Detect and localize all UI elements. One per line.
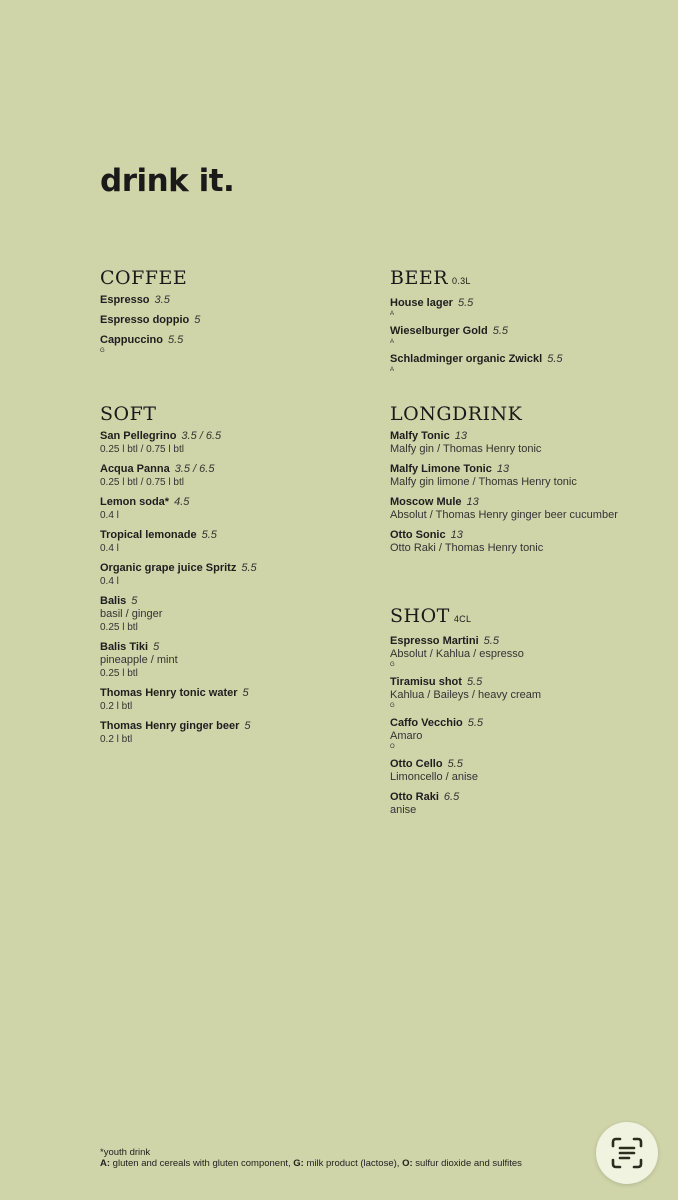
menu-item-price: 5 [153, 641, 160, 653]
menu-item-description: basil / ginger [100, 608, 163, 620]
section-title-text: SOFT [100, 403, 157, 425]
menu-item [390, 529, 660, 555]
menu-item-line [390, 430, 660, 443]
menu-item [390, 353, 660, 374]
menu-item-description: Malfy gin limone / Thomas Henry tonic [390, 476, 577, 488]
menu-item-name: Balis [100, 595, 127, 607]
allergen-key-o: O: [402, 1158, 413, 1169]
allergen-key-g: G: [293, 1158, 304, 1169]
menu-item-name: Espresso Martini [390, 635, 479, 647]
menu-item-line [390, 353, 660, 366]
section-beer [390, 266, 660, 381]
menu-item [100, 430, 350, 456]
menu-item-price: 5.5 [492, 325, 508, 337]
menu-item-size: 0.25 l btl [100, 622, 138, 633]
section-soft [100, 402, 350, 753]
section-title-text: BEER [390, 267, 449, 289]
menu-item-price: 3.5 [154, 294, 170, 306]
menu-item [390, 758, 660, 784]
menu-item-price: 5.5 [483, 635, 499, 647]
menu-item-price: 5.5 [167, 334, 184, 346]
menu-item-description: Malfy gin / Thomas Henry tonic [390, 443, 542, 455]
menu-item-price: 5 [131, 595, 138, 607]
menu-item-description: Absolut / Kahlua / espresso [390, 648, 524, 660]
menu-item-price: 13 [450, 529, 463, 541]
menu-item-name: Thomas Henry ginger beer [100, 720, 240, 732]
menu-item-allergen: A [390, 339, 395, 345]
menu-item-line [100, 595, 350, 608]
menu-item [100, 687, 350, 713]
menu-item-price: 5 [194, 314, 201, 326]
menu-item-name: Malfy Tonic [390, 430, 450, 442]
menu-item-allergen: A [390, 367, 395, 373]
menu-item-allergen: O [390, 744, 395, 750]
menu-item-name: Espresso doppio [100, 314, 190, 326]
menu-item-allergen: A [390, 311, 395, 317]
menu-item-name: Thomas Henry tonic water [100, 687, 238, 699]
menu-item-line [100, 294, 350, 307]
menu-item-line [100, 562, 350, 575]
menu-item-size: 0.2 l btl [100, 701, 133, 712]
text-scan-icon [610, 1136, 644, 1170]
menu-item-line [100, 720, 350, 733]
section-title-text: SHOT [390, 605, 450, 627]
menu-item-line [390, 496, 660, 509]
menu-item-allergen: G [390, 703, 395, 709]
allergen-text-a: gluten and cereals with gluten component, [110, 1158, 294, 1169]
allergen-footer [100, 1147, 522, 1169]
menu-item-price: 5.5 [466, 676, 483, 688]
menu-item-price: 13 [496, 463, 510, 475]
menu-item-name: Organic grape juice Spritz [100, 562, 237, 574]
menu-item-description: Limoncello / anise [390, 771, 479, 783]
menu-item-price: 5.5 [447, 758, 463, 770]
menu-item-line [100, 641, 350, 654]
menu-item [100, 720, 350, 746]
menu-item-line [390, 758, 660, 771]
menu-item-name: San Pellegrino [100, 430, 177, 442]
menu-item-description: pineapple / mint [100, 654, 178, 666]
menu-item-price: 5 [242, 687, 249, 699]
menu-item-line [390, 463, 660, 476]
section-title [390, 266, 660, 293]
menu-item-line [100, 463, 350, 476]
menu-item [390, 496, 660, 522]
menu-item [100, 294, 350, 307]
menu-item-description: anise [390, 804, 417, 816]
menu-item-description: Absolut / Thomas Henry ginger beer cucumber [390, 509, 618, 521]
allergen-key-a: A: [100, 1158, 111, 1169]
menu-item-line [390, 297, 660, 310]
menu-item-name: Balis Tiki [100, 641, 149, 653]
menu-item [390, 717, 660, 751]
menu-item-line [390, 791, 660, 804]
menu-item-name: Tropical lemonade [100, 529, 197, 541]
menu-item-description: Amaro [390, 730, 423, 742]
section-title [390, 604, 660, 631]
menu-item [100, 463, 350, 489]
menu-item-description: Otto Raki / Thomas Henry tonic [390, 542, 544, 554]
menu-item-name: Otto Cello [390, 758, 443, 770]
section-longdrink [390, 402, 660, 562]
section-unit: 4CL [453, 614, 472, 624]
menu-item-allergen: G [100, 348, 105, 354]
section-title [100, 402, 350, 426]
allergen-legend [100, 1158, 522, 1169]
page-title: drink it. [100, 163, 235, 199]
menu-item [390, 635, 660, 669]
menu-item-size: 0.25 l btl / 0.75 l btl [100, 444, 184, 455]
menu-item-price: 5.5 [201, 529, 217, 541]
menu-item-line [390, 529, 660, 542]
allergen-text-g: milk product (lactose), [303, 1158, 403, 1169]
menu-item-price: 13 [466, 496, 479, 508]
section-title-text: COFFEE [100, 267, 188, 289]
menu-item-name: Otto Raki [390, 791, 439, 803]
menu-item-name: Moscow Mule [390, 496, 462, 508]
menu-item-name: House lager [390, 297, 453, 309]
menu-item [100, 496, 350, 522]
section-shot [390, 604, 660, 824]
menu-item-line [100, 430, 350, 443]
section-coffee [100, 266, 350, 362]
allergen-text-o: sulfur dioxide and sulfites [412, 1158, 522, 1169]
menu-item [390, 463, 660, 489]
text-scan-button[interactable] [596, 1122, 658, 1184]
menu-item-line [100, 314, 350, 327]
menu-item [100, 529, 350, 555]
menu-item-line [390, 325, 660, 338]
menu-item [100, 595, 350, 634]
menu-item-line [100, 334, 350, 347]
menu-item-line [390, 635, 660, 648]
menu-item-line [100, 687, 350, 700]
menu-item-size: 0.4 l [100, 510, 119, 521]
section-unit: 0.3L [452, 276, 471, 286]
menu-item-price: 13 [454, 430, 467, 442]
menu-item-line [390, 676, 660, 689]
section-title [390, 402, 660, 426]
menu-item-name: Schladminger organic Zwickl [390, 353, 543, 365]
menu-item-line [100, 529, 350, 542]
menu-item [100, 314, 350, 327]
menu-item [390, 297, 660, 318]
menu-item-price: 3.5 / 6.5 [174, 463, 215, 475]
menu-item-size: 0.2 l btl [100, 734, 133, 745]
menu-item-name: Acqua Panna [100, 463, 170, 475]
menu-item-price: 5.5 [457, 297, 474, 309]
youth-drink-note: *youth drink [100, 1147, 151, 1158]
menu-item [100, 562, 350, 588]
section-title-text: LONGDRINK [390, 403, 523, 425]
menu-item-name: Espresso [100, 294, 150, 306]
section-title [100, 266, 350, 290]
menu-item-price: 3.5 / 6.5 [181, 430, 222, 442]
menu-item [390, 430, 660, 456]
menu-item [390, 325, 660, 346]
menu-item-line [100, 496, 350, 509]
menu-item-name: Tiramisu shot [390, 676, 462, 688]
menu-item-price: 4.5 [174, 496, 190, 508]
menu-item-price: 5.5 [467, 717, 484, 729]
menu-item [390, 676, 660, 710]
menu-item [100, 334, 350, 355]
menu-item [100, 641, 350, 680]
menu-item-size: 0.25 l btl [100, 668, 138, 679]
menu-item-name: Wieselburger Gold [390, 325, 488, 337]
menu-item-name: Caffo Vecchio [390, 717, 463, 729]
menu-item-line [390, 717, 660, 730]
menu-item-price: 6.5 [443, 791, 460, 803]
menu-item-price: 5 [244, 720, 251, 732]
menu-item-size: 0.4 l [100, 576, 119, 587]
menu-item [390, 791, 660, 817]
menu-item-name: Otto Sonic [390, 529, 446, 541]
menu-item-price: 5.5 [547, 353, 563, 365]
menu-item-allergen: G [390, 662, 395, 668]
menu-item-price: 5.5 [241, 562, 257, 574]
menu-item-name: Malfy Limone Tonic [390, 463, 492, 475]
menu-item-name: Cappuccino [100, 334, 163, 346]
menu-item-size: 0.4 l [100, 543, 119, 554]
menu-item-size: 0.25 l btl / 0.75 l btl [100, 477, 184, 488]
menu-item-name: Lemon soda* [100, 496, 170, 508]
menu-item-description: Kahlua / Baileys / heavy cream [390, 689, 542, 701]
